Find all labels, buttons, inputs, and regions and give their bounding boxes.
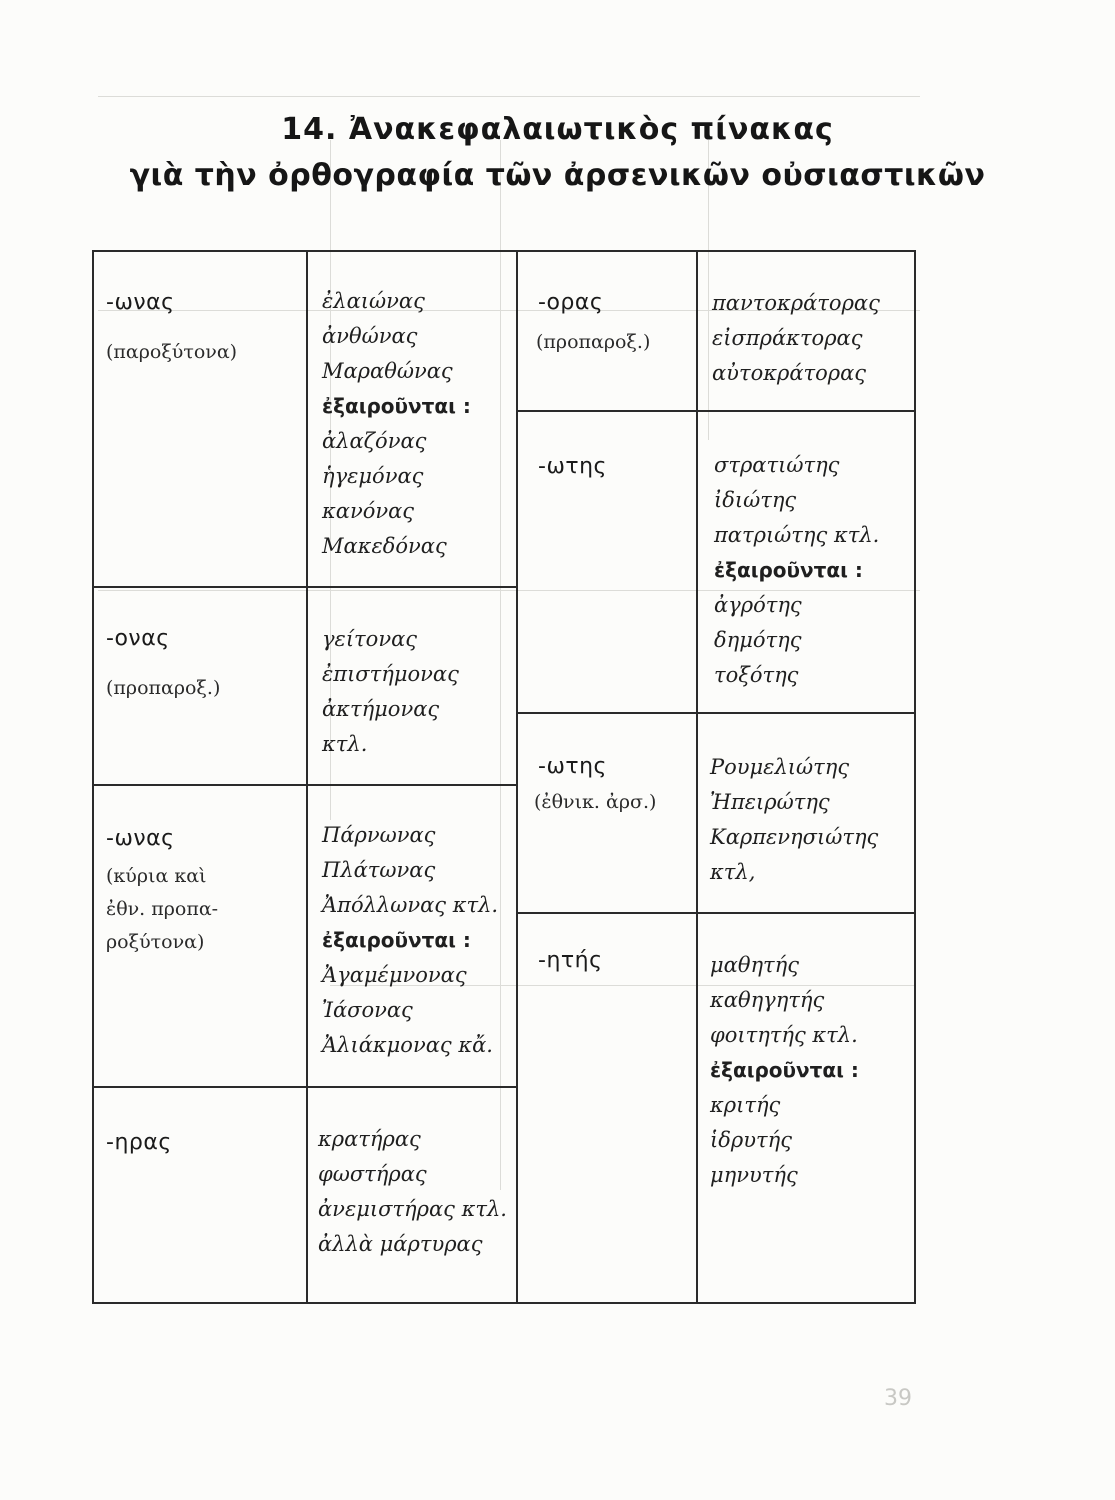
suffix-label: -ητής	[538, 948, 603, 973]
left-row-separator	[92, 1086, 516, 1088]
right-row-separator	[516, 912, 914, 914]
left-row-separator	[92, 784, 516, 786]
exception-word: μηνυτής	[710, 1163, 798, 1187]
exception-word: ἱδρυτής	[710, 1128, 792, 1152]
examples-list	[322, 818, 498, 1063]
example-word: κτλ.	[322, 732, 368, 756]
exception-word: ἀγρότης	[714, 593, 802, 617]
example-word: ἀνεμιστήρας κτλ.	[318, 1197, 507, 1221]
exception-word: Ἰάσονας	[322, 998, 413, 1022]
example-word: φωστήρας	[318, 1162, 427, 1186]
example-word: Ἠπειρώτης	[710, 790, 830, 814]
table-bottom-border	[92, 1302, 916, 1304]
exception-word: ἀλαζόνας	[322, 429, 427, 453]
exception-word: δημότης	[714, 628, 802, 652]
table-top-border	[92, 250, 916, 252]
right-row-separator	[516, 712, 914, 714]
exception-word: Ἀγαμέμνονας	[322, 963, 467, 987]
table-center-divider	[516, 250, 518, 1302]
suffix-label: -ηρας	[106, 1130, 172, 1155]
examples-list	[322, 622, 459, 762]
exception-word: Ἀλιάκμονας κἄ.	[322, 1033, 493, 1057]
exceptions-label: ἐξαιροῦνται :	[710, 1058, 859, 1082]
accent-note: (προπαροξ.)	[106, 677, 221, 699]
example-word: μαθητής	[710, 953, 800, 977]
exceptions-label: ἐξαιροῦνται :	[714, 558, 863, 582]
example-word: Μαραθώνας	[322, 359, 453, 383]
table-subtitle: γιὰ τὴν ὀρθογραφία τῶν ἀρσενικῶν οὐσιαστικῶν	[129, 158, 986, 193]
suffix-label: -ωτης	[538, 754, 607, 779]
example-word: κρατήρας	[318, 1127, 421, 1151]
table-right-border	[914, 250, 916, 1302]
accent-note: (ἐθνικ. ἀρσ.)	[534, 791, 657, 813]
exception-word: Μακεδόνας	[322, 534, 447, 558]
exception-word: κριτής	[710, 1093, 781, 1117]
table-title: 14. Ἀνακεφαλαιωτικὸς πίνακας	[281, 112, 834, 147]
examples-list	[714, 448, 879, 693]
page-number: 39	[884, 1386, 912, 1411]
example-word: Ρουμελιώτης	[710, 755, 850, 779]
right-row-separator	[516, 410, 914, 412]
table-left-border	[92, 250, 94, 1302]
example-word: Καρπενησιώτης	[710, 825, 879, 849]
example-word: παντοκράτορας	[712, 291, 880, 315]
example-word: Πάρνωνας	[322, 823, 436, 847]
examples-list	[712, 286, 880, 391]
example-word: πατριώτης κτλ.	[714, 523, 880, 547]
accent-note: (παροξύτονα)	[106, 341, 238, 363]
exceptions-label: ἐξαιροῦνται :	[322, 928, 471, 952]
accent-note: (προπαροξ.)	[536, 331, 651, 353]
suffix-label: -ορας	[538, 290, 604, 315]
left-column-divider	[306, 250, 308, 1302]
left-row-separator	[92, 586, 516, 588]
examples-list	[710, 750, 878, 890]
examples-list	[710, 948, 859, 1193]
exceptions-label: ἐξαιροῦνται :	[322, 394, 471, 418]
example-word: ἀλλὰ μάρτυρας	[318, 1232, 483, 1256]
exception-word: κανόνας	[322, 499, 415, 523]
examples-list	[322, 284, 471, 564]
example-word: φοιτητής κτλ.	[710, 1023, 858, 1047]
example-word: καθηγητής	[710, 988, 825, 1012]
suffix-label: -ωνας	[106, 826, 175, 851]
example-word: κτλ,	[710, 860, 756, 884]
example-word: ἐλαιώνας	[322, 289, 425, 313]
example-word: ἰδιώτης	[714, 488, 797, 512]
exception-word: τοξότης	[714, 663, 799, 687]
accent-note: (κύρια καὶ ἐθν. προπα- ροξύτονα)	[106, 865, 219, 953]
example-word: Πλάτωνας	[322, 858, 436, 882]
suffix-label: -ωνας	[106, 290, 175, 315]
examples-list	[318, 1122, 507, 1262]
example-word: εἰσπράκτορας	[712, 326, 863, 350]
suffix-label: -ωτης	[538, 454, 607, 479]
example-word: ἐπιστήμονας	[322, 662, 459, 686]
example-word: γείτονας	[322, 627, 418, 651]
right-column-divider	[696, 250, 698, 1302]
example-word: ἀνθώνας	[322, 324, 418, 348]
example-word: Ἀπόλλωνας κτλ.	[322, 893, 499, 917]
example-word: στρατιώτης	[714, 453, 840, 477]
example-word: ἀκτήμονας	[322, 697, 440, 721]
example-word: αὐτοκράτορας	[712, 361, 867, 385]
suffix-label: -ονας	[106, 626, 170, 651]
exception-word: ἡγεμόνας	[322, 464, 424, 488]
